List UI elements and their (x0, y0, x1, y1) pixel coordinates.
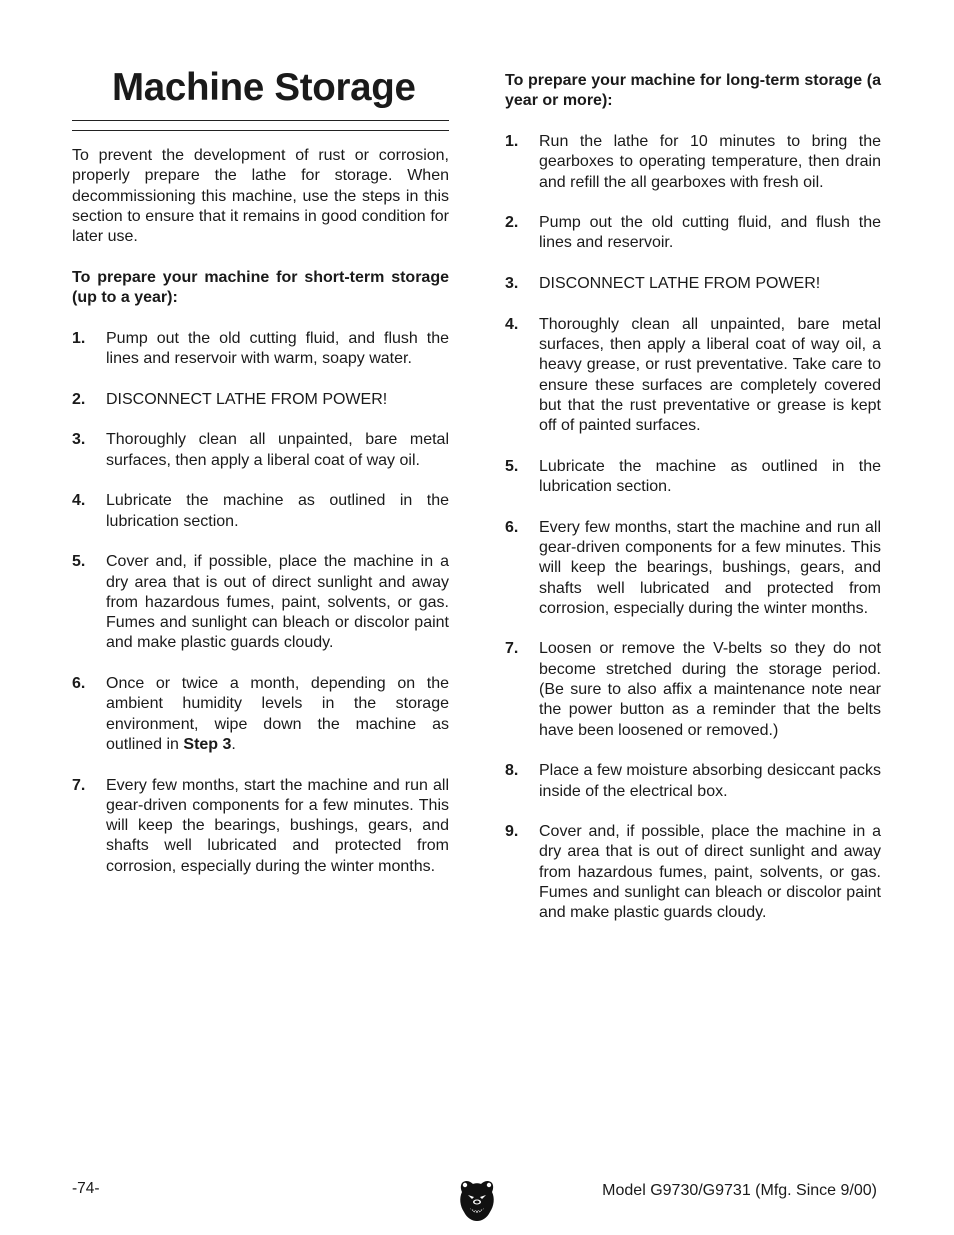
list-item (505, 457, 881, 498)
step-number: 3. (505, 275, 519, 293)
step-text-main: Once or twice a month, depending on the ambient humidity levels in the storage environment, wipe down the machine as outlined in (106, 675, 449, 753)
step-number: 3. (72, 431, 86, 449)
title-divider (72, 120, 449, 121)
step-number: 2. (72, 390, 86, 408)
step-text: Lubricate the machine as outlined in the lubrication section. (539, 457, 881, 496)
long-term-steps (505, 132, 881, 944)
step-text: Thoroughly clean all unpainted, bare metal surfaces, then apply a liberal coat of way oil, a heavy grease, or rust preventative. Take care to ensure these surfaces are completely covered but that the rust preventative or grease is kept off of painted surfaces. (539, 315, 881, 435)
list-item (72, 491, 449, 532)
list-item (72, 674, 449, 755)
list-item (72, 776, 449, 877)
step-text-end: . (231, 735, 236, 753)
list-item (505, 761, 881, 802)
step-text: Lubricate the machine as outlined in the lubrication section. (106, 492, 449, 530)
step-text: Every few months, start the machine and run all gear-driven components for a few minutes. This will keep the bearings, bushings, gears, and shafts well lubricated and protected from corrosion, especially during the winter months. (106, 776, 449, 875)
step-text: Pump out the old cutting fluid, and flush the lines and reservoir with warm, soapy water. (106, 330, 449, 368)
step-number: 8. (505, 762, 519, 780)
list-item (72, 552, 449, 653)
step-text (106, 674, 449, 755)
list-item (505, 132, 881, 193)
step-number: 9. (505, 823, 519, 841)
step-text: Run the lathe for 10 minutes to bring the gearboxes to operating temperature, then drain and refill the all gearboxes with fresh oil. (539, 133, 881, 191)
step-text: Loosen or remove the V-belts so they do not become stretched during the storage period. (Be sure to also affix a maintenance note near the power button as a reminder that the belts have been loosened or removed.) (539, 640, 881, 739)
list-item (505, 639, 881, 740)
list-item (505, 518, 881, 619)
page-title: Machine Storage (112, 66, 416, 109)
intro-paragraph: To prevent the development of rust or corrosion, properly prepare the lathe for storage. When decommissioning this machine, use the steps in this section to ensure that it remains in good condition for later use. (72, 147, 449, 246)
step-number: 7. (72, 776, 86, 794)
page-number: -74- (72, 1180, 100, 1197)
step-text: Cover and, if possible, place the machine in a dry area that is out of direct sunlight and away from hazardous fumes, paint, solvents, or gas. Fumes and sunlight can bleach or discolor paint and make plastic guards cloudy. (106, 553, 449, 652)
step-text: DISCONNECT LATHE FROM POWER! (539, 275, 821, 293)
short-term-heading: To prepare your machine for short-term storage (up to a year): (72, 269, 449, 307)
step-number: 5. (72, 553, 86, 571)
step-number: 7. (505, 640, 519, 658)
long-term-heading: To prepare your machine for long-term storage (a year or more): (505, 72, 881, 110)
step-number: 2. (505, 214, 519, 232)
step-text: Cover and, if possible, place the machine in a dry area that is out of direct sunlight and away from hazardous fumes, paint, solvents, or gas. Fumes and sunlight can bleach or discolor paint and make plastic guards cloudy. (539, 823, 881, 922)
step-number: 4. (505, 315, 519, 333)
grizzly-bear-logo-icon (458, 1178, 496, 1222)
list-item (72, 390, 449, 410)
step-number: 6. (72, 675, 86, 693)
step-number: 6. (505, 518, 519, 536)
step-reference: Step 3 (183, 735, 232, 753)
step-number: 5. (505, 457, 519, 475)
list-item (72, 430, 449, 471)
step-number: 1. (505, 133, 519, 150)
step-number: 4. (72, 492, 86, 510)
step-text: Pump out the old cutting fluid, and flush the lines and reservoir. (539, 214, 881, 252)
step-text: DISCONNECT LATHE FROM POWER! (106, 390, 388, 408)
short-term-steps (72, 329, 449, 897)
list-item (72, 329, 449, 370)
list-item (505, 315, 881, 437)
step-number: 1. (72, 330, 86, 347)
list-item (505, 822, 881, 923)
step-text: Every few months, start the machine and run all gear-driven components for a few minutes. This will keep the bearings, bushings, gears, and shafts well lubricated and protected from corrosion, especially during the winter months. (539, 518, 881, 617)
step-text: Place a few moisture absorbing desiccant packs inside of the electrical box. (539, 762, 881, 800)
model-info: Model G9730/G9731 (Mfg. Since 9/00) (602, 1182, 877, 1199)
list-item (505, 274, 881, 294)
step-text: Thoroughly clean all unpainted, bare metal surfaces, then apply a liberal coat of way oil. (106, 431, 449, 469)
title-divider (72, 130, 449, 131)
list-item (505, 213, 881, 254)
